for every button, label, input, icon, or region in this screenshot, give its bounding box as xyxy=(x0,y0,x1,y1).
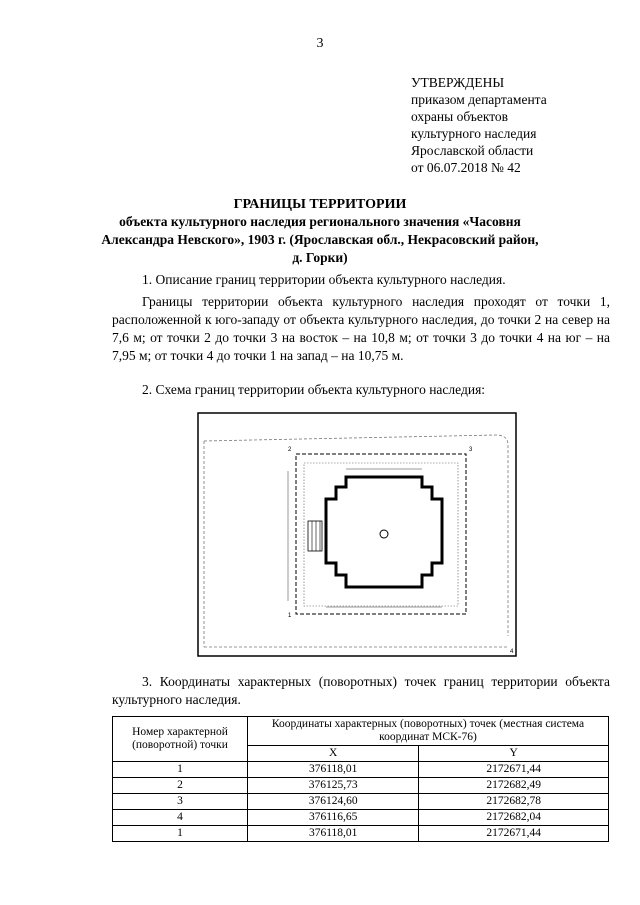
section-3-heading: 3. Координаты характерных (поворотных) точек границ территории объекта культурного наследия. xyxy=(112,674,610,707)
approval-line: приказом департамента xyxy=(411,92,547,107)
table-header-x: X xyxy=(248,746,419,762)
boundary-scheme-diagram xyxy=(196,411,518,658)
cell-y: 2172671,44 xyxy=(419,762,609,778)
corner-label-3: 3 xyxy=(469,447,473,453)
cell-x: 376124,60 xyxy=(248,794,419,810)
chapel-center xyxy=(380,530,388,538)
approval-line: от 06.07.2018 № 42 xyxy=(411,160,521,175)
cell-x: 376118,01 xyxy=(248,762,419,778)
cell-x: 376116,65 xyxy=(248,810,419,826)
cell-point: 4 xyxy=(113,810,248,826)
document-subtitle: объекта культурного наследия регионального значения «Часовня Александра Невского», 1903 г. (Ярославская обл., Некрасовский район, д. Горки) xyxy=(101,214,539,265)
chapel-outline xyxy=(326,477,442,587)
section-2-heading: 2. Схема границ территории объекта культурного наследия: xyxy=(142,382,486,397)
table-row xyxy=(113,810,609,826)
table-header-y: Y xyxy=(419,746,609,762)
approval-line: УТВЕРЖДЕНЫ xyxy=(411,75,505,90)
cell-point: 2 xyxy=(113,778,248,794)
cell-point: 1 xyxy=(113,826,248,842)
cell-y: 2172682,78 xyxy=(419,794,609,810)
document-title: ГРАНИЦЫ ТЕРРИТОРИИ xyxy=(233,197,407,212)
cell-x: 376118,01 xyxy=(248,826,419,842)
approval-line: культурного наследия xyxy=(411,126,537,141)
cell-point: 3 xyxy=(113,794,248,810)
approval-line: охраны объектов xyxy=(411,109,509,124)
corner-label-1: 1 xyxy=(288,613,292,619)
page-number: 3 xyxy=(316,36,324,51)
table-row xyxy=(113,826,609,842)
corner-label-4: 4 xyxy=(510,649,514,655)
table-row xyxy=(113,778,609,794)
cell-x: 376125,73 xyxy=(248,778,419,794)
section-1-heading: 1. Описание границ территории объекта культурного наследия. xyxy=(142,272,506,287)
table-row xyxy=(113,762,609,778)
coordinates-table xyxy=(112,716,609,842)
table-row xyxy=(113,794,609,810)
cell-y: 2172671,44 xyxy=(419,826,609,842)
cell-y: 2172682,04 xyxy=(419,810,609,826)
cell-point: 1 xyxy=(113,762,248,778)
table-header-point: Номер характерной (поворотной) точки xyxy=(113,717,248,762)
cell-y: 2172682,49 xyxy=(419,778,609,794)
approval-block xyxy=(411,74,547,176)
corner-label-2: 2 xyxy=(288,447,292,453)
section-1-text: Границы территории объекта культурного наследия проходят от точки 1, расположенной к юго-западу от объекта культурного наследия, до точки 2 на север на 7,6 м; от точки 2 до точки 3 на восток – на 10,8 м; от точки 3 до точки 4 на юг – на 7,95 м; от точки 4 до точки 1 на запад – на 10,75 м. xyxy=(112,294,610,363)
approval-line: Ярославской области xyxy=(411,143,534,158)
table-header-coords: Координаты характерных (поворотных) точек (местная система координат МСК-76) xyxy=(248,717,609,746)
